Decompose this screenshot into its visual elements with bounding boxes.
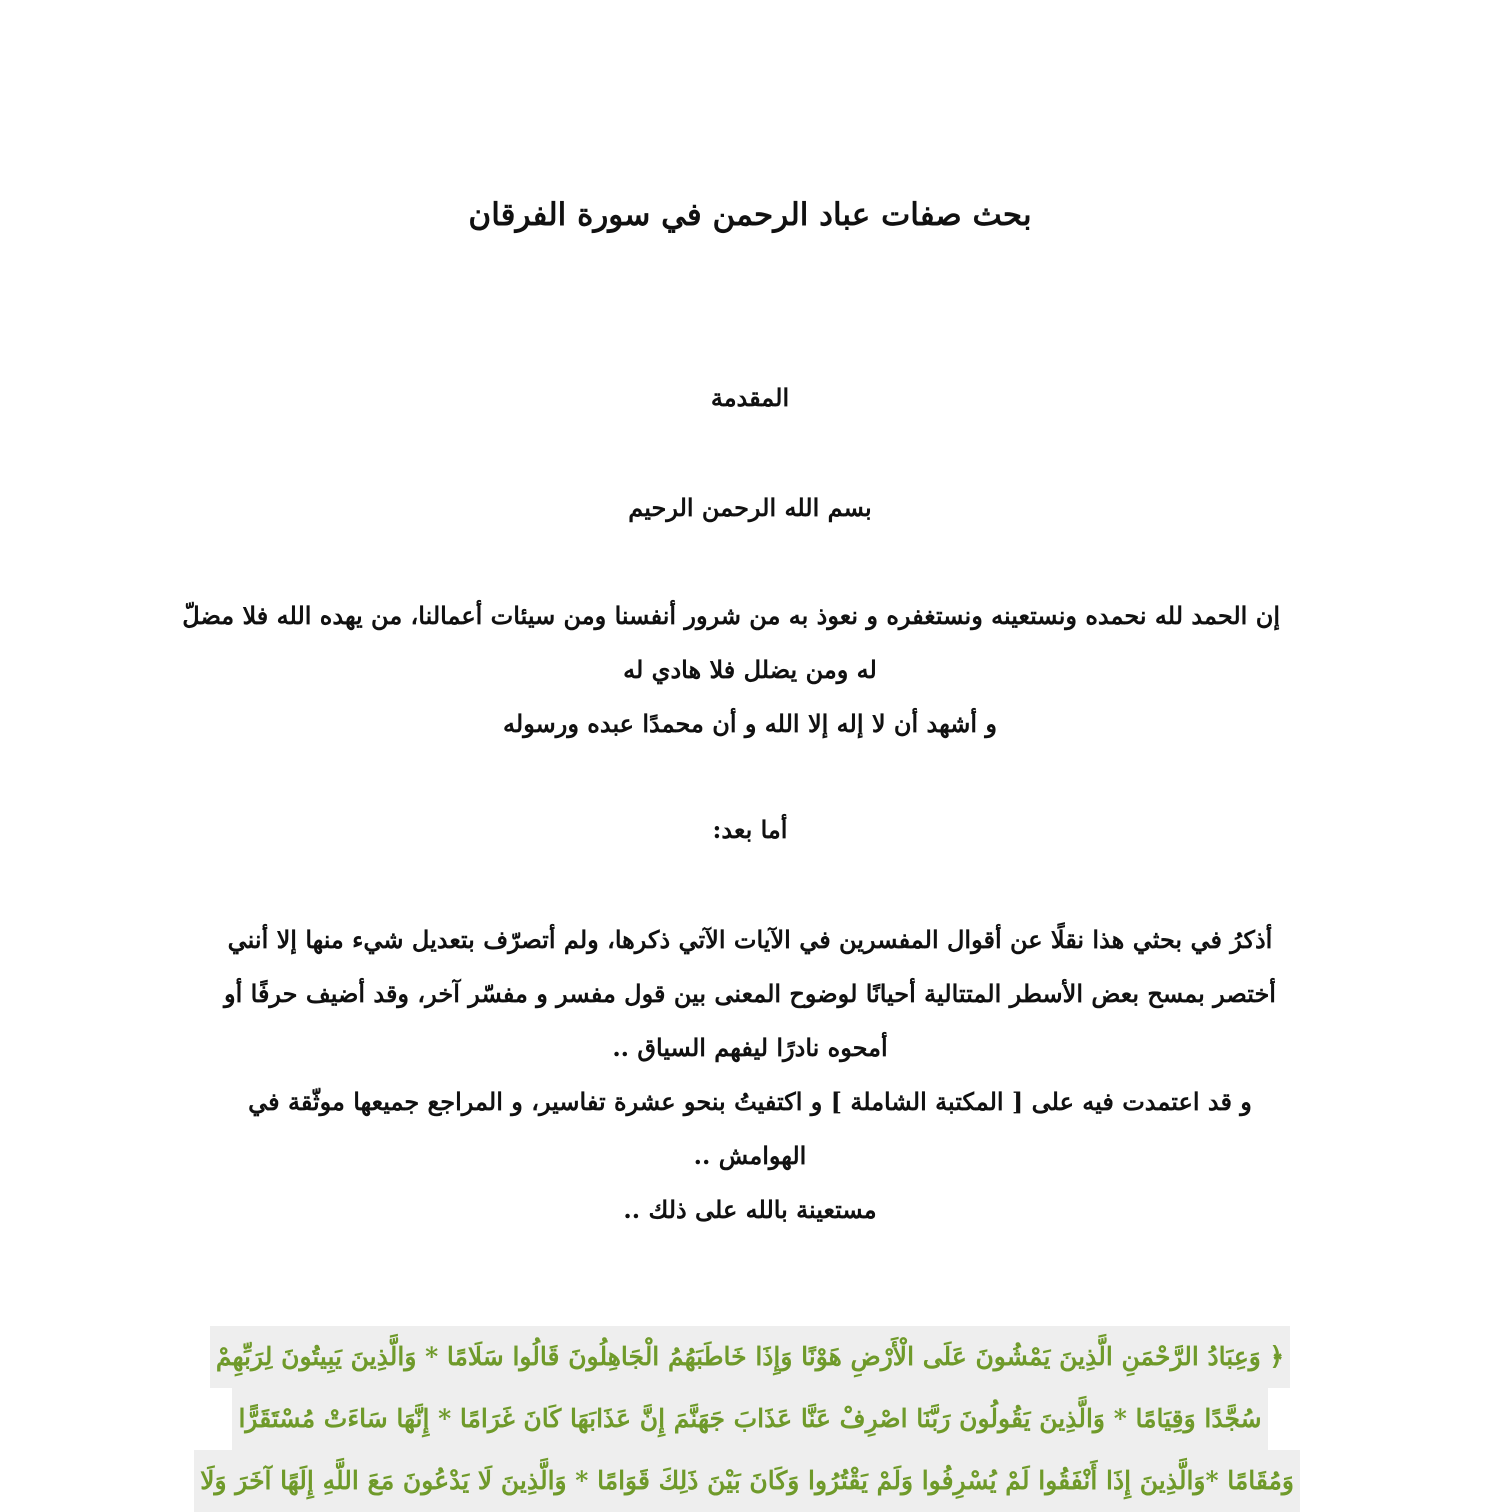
method-line: مستعينة بالله على ذلك .. [623,1195,877,1224]
method-line: و قد اعتمدت فيه على [ المكتبة الشاملة ] و اكتفيتُ بنحو عشرة تفاسير، و المراجع جميعها موثّقة في [248,1087,1252,1116]
method-paragraph [220,913,1280,1237]
method-line: أختصر بمسح بعض الأسطر المتتالية أحيانًا لوضوح المعنى بين قول مفسر و مفسّر آخر، وقد أضيف حرفًا أو [224,979,1276,1008]
verse-line: سُجَّدًا وَقِيَامًا * وَالَّذِينَ يَقُولُونَ رَبَّنَا اصْرِفْ عَنَّا عَذَابَ جَهَنَّمَ إِنَّ عَذَابَهَا كَانَ غَرَامًا * إِنَّهَا سَاءَتْ مُسْتَقَرًّا [232,1388,1267,1450]
document-title: بحث صفات عباد الرحمن في سورة الفرقان [468,197,1032,233]
verse-line: وَمُقَامًا *وَالَّذِينَ إِذَا أَنْفَقُوا لَمْ يُسْرِفُوا وَلَمْ يَقْتُرُوا وَكَانَ بَيْنَ ذَلِكَ قَوَامًا * وَالَّذِينَ لَا يَدْعُونَ مَعَ اللَّهِ إِلَهًا آخَرَ وَلَا [194,1450,1300,1512]
praise-line: و أشهد أن لا إله إلا الله و أن محمدًا عبده ورسوله [503,709,997,738]
praise-line: إن الحمد لله نحمده ونستعينه ونستغفره و نعوذ به من شرور أنفسنا ومن سيئات أعمالنا، من يهده الله فلا مضلّ [182,601,1280,630]
method-line: الهوامش .. [693,1141,807,1170]
praise-paragraph [182,589,1280,751]
praise-line: له ومن يضلل فلا هادي له [623,655,877,684]
quran-verse-block [200,1326,1300,1512]
method-line: أمحوه نادرًا ليفهم السياق .. [612,1033,888,1062]
amma-baad-heading: أما بعد: [712,815,788,844]
method-line: أذكرُ في بحثي هذا نقلًا عن أقوال المفسرين في الآيات الآتي ذكرها، ولم أتصرّف بتعديل شيء منها إلا أنني [227,925,1273,954]
intro-heading: المقدمة [710,383,790,412]
verse-line: ﴿ وَعِبَادُ الرَّحْمَنِ الَّذِينَ يَمْشُونَ عَلَى الْأَرْضِ هَوْنًا وَإِذَا خَاطَبَهُمُ الْجَاهِلُونَ قَالُوا سَلَامًا * وَالَّذِينَ يَبِيتُونَ لِرَبِّهِمْ [210,1326,1290,1388]
basmala: بسم الله الرحمن الرحيم [628,493,872,522]
